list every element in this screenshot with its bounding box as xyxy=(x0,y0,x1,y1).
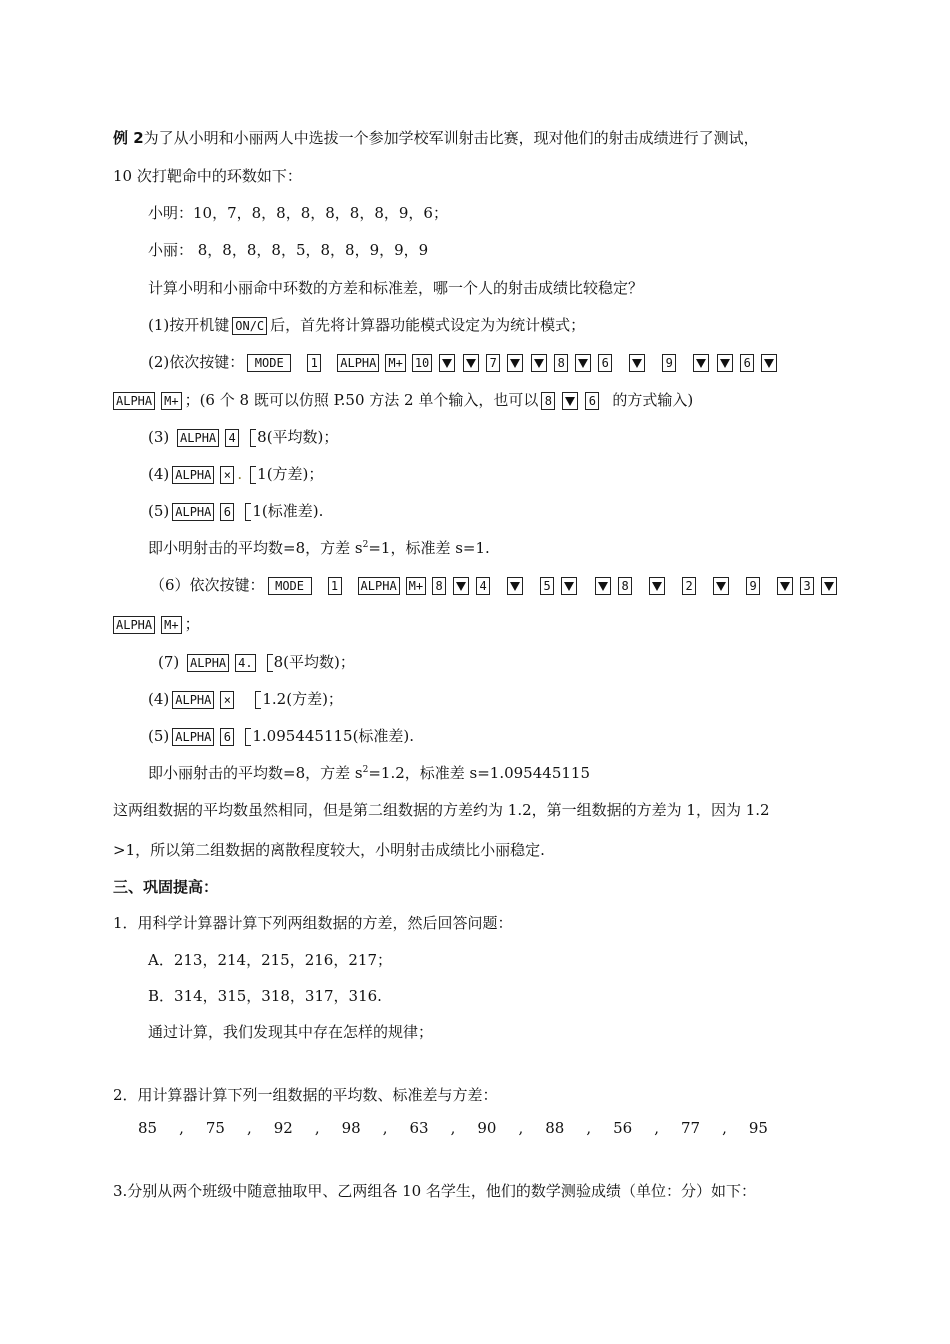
question1-a: A．213，214，215，216，217； xyxy=(148,951,392,969)
equals-key-icon xyxy=(245,503,251,521)
step7-line xyxy=(158,652,355,672)
xiaoming-summary xyxy=(148,538,490,558)
step1-suffix: 后，首先将计算器功能模式设定为为统计模式； xyxy=(270,316,586,334)
stray-dot-icon: . xyxy=(237,465,243,483)
eight-key: 8 xyxy=(554,354,568,372)
down-arrow-icon xyxy=(562,392,578,410)
step4b-line xyxy=(148,689,343,709)
number-item: 63 xyxy=(409,1119,429,1137)
comma: , xyxy=(179,1119,184,1137)
summary-text: =1.2，标准差 s=1.095445115 xyxy=(368,764,590,782)
alpha-key: ALPHA xyxy=(172,728,214,746)
six-key: 6 xyxy=(598,354,612,372)
nine-key: 9 xyxy=(662,354,676,372)
semicolon: ； xyxy=(184,615,200,633)
m-plus-key: M+ xyxy=(161,616,181,634)
alpha-key: ALPHA xyxy=(172,691,214,709)
down-arrow-icon xyxy=(463,354,479,372)
m-plus-key: M+ xyxy=(406,577,426,595)
mode-key: MODE xyxy=(247,354,291,372)
example-label: 例 2 xyxy=(113,129,144,147)
comma: , xyxy=(518,1119,524,1137)
equals-key-icon xyxy=(250,429,256,447)
one-key: 1 xyxy=(307,354,321,372)
alpha-key: ALPHA xyxy=(172,466,214,484)
step4-result: 1(方差)； xyxy=(257,465,324,483)
down-arrow-icon xyxy=(693,354,709,372)
step2-line2 xyxy=(113,390,693,410)
step3-result: 8(平均数)； xyxy=(257,428,339,446)
eight-key: 8 xyxy=(541,392,555,410)
step3-line xyxy=(148,427,338,447)
question2: 2．用计算器计算下列一组数据的平均数、标准差与方差： xyxy=(113,1086,498,1104)
comma: , xyxy=(314,1119,320,1137)
down-arrow-icon xyxy=(629,354,645,372)
alpha-key: ALPHA xyxy=(358,577,400,595)
superscript-2: 2 xyxy=(362,540,369,550)
step1-line xyxy=(148,315,585,335)
question2-numbers xyxy=(138,1118,790,1138)
conclusion-line1: 这两组数据的平均数虽然相同，但是第二组数据的方差约为 1.2，第一组数据的方差为 1，因为 1.2 xyxy=(113,801,770,819)
number-item: 98 xyxy=(341,1119,361,1137)
step2-note: ；(6 个 8 既可以仿照 P.50 方法 2 单个输入，也可以 xyxy=(184,391,539,409)
alpha-key: ALPHA xyxy=(177,429,219,447)
example-intro-text: 为了从小明和小丽两人中选拔一个参加学校军训射击比赛，现对他们的射击成绩进行了测试， xyxy=(143,129,759,147)
conclusion-line2: >1，所以第二组数据的离散程度较大，小明射击成绩比小丽稳定. xyxy=(113,841,545,859)
alpha-key: ALPHA xyxy=(113,616,155,634)
step5-result: 1(标准差). xyxy=(252,502,324,520)
number-item: 85 xyxy=(138,1119,158,1137)
comma: , xyxy=(246,1119,252,1137)
down-arrow-icon xyxy=(713,577,729,595)
six-key: 6 xyxy=(220,728,234,746)
comma: , xyxy=(722,1119,727,1137)
number-item: 88 xyxy=(545,1119,565,1137)
eight-key: 8 xyxy=(432,577,446,595)
down-arrow-icon xyxy=(507,354,523,372)
down-arrow-icon xyxy=(575,354,591,372)
step5-line xyxy=(148,501,323,521)
number-item: 90 xyxy=(477,1119,497,1137)
example-intro-line1 xyxy=(113,128,759,148)
six-key: 6 xyxy=(220,503,234,521)
times-key: × xyxy=(220,466,234,484)
nine-key: 9 xyxy=(746,577,760,595)
number-item: 75 xyxy=(205,1119,225,1137)
mode-key: MODE xyxy=(268,577,312,595)
comma: , xyxy=(382,1119,388,1137)
step2-line xyxy=(148,352,781,372)
summary-text: 即小明射击的平均数=8，方差 s xyxy=(148,539,363,557)
step1-prefix: (1)按开机键 xyxy=(148,316,230,334)
step2-prefix: (2)依次按键： xyxy=(148,353,245,371)
down-arrow-icon xyxy=(595,577,611,595)
m-plus-key: M+ xyxy=(161,392,181,410)
number-item: 77 xyxy=(681,1119,701,1137)
superscript-2: 2 xyxy=(362,765,369,775)
down-arrow-icon xyxy=(777,577,793,595)
eight-key: 8 xyxy=(618,577,632,595)
step3-prefix: (3) xyxy=(148,428,170,446)
alpha-key: ALPHA xyxy=(172,503,214,521)
down-arrow-icon xyxy=(717,354,733,372)
comma: , xyxy=(450,1119,456,1137)
equals-key-icon xyxy=(267,654,273,672)
step5-prefix: (5) xyxy=(148,502,170,520)
step5b-line xyxy=(148,726,414,746)
step7-prefix: (7) xyxy=(158,653,180,671)
alpha-key: ALPHA xyxy=(113,392,155,410)
alpha-key: ALPHA xyxy=(187,654,229,672)
step7-result: 8(平均数)； xyxy=(273,653,355,671)
comma: , xyxy=(586,1119,592,1137)
question3: 3.分别从两个班级中随意抽取甲、乙两组各 10 名学生，他们的数学测验成绩（单位：分）如下： xyxy=(113,1182,756,1200)
step4-prefix: (4) xyxy=(148,465,170,483)
down-arrow-icon xyxy=(649,577,665,595)
alpha-key: ALPHA xyxy=(337,354,379,372)
five-key: 5 xyxy=(540,577,554,595)
down-arrow-icon xyxy=(453,577,469,595)
ten-key: 10 xyxy=(412,354,432,372)
equals-key-icon xyxy=(250,466,256,484)
m-plus-key: M+ xyxy=(385,354,405,372)
on-c-key: ON/C xyxy=(232,317,267,335)
four-dot-key: 4. xyxy=(235,654,255,672)
down-arrow-icon xyxy=(821,577,837,595)
six-key: 6 xyxy=(585,392,599,410)
down-arrow-icon xyxy=(439,354,455,372)
example-intro-line2: 10 次打靶命中的环数如下： xyxy=(113,167,302,185)
three-key: 3 xyxy=(800,577,814,595)
step5b-prefix: (5) xyxy=(148,727,170,745)
number-item: 95 xyxy=(748,1119,768,1137)
xiaoli-summary xyxy=(148,763,590,783)
seven-key: 7 xyxy=(486,354,500,372)
four-key: 4 xyxy=(225,429,239,447)
step6-line xyxy=(150,575,841,595)
step4-line xyxy=(148,464,323,484)
four-key: 4 xyxy=(476,577,490,595)
summary-text: 即小丽射击的平均数=8，方差 s xyxy=(148,764,363,782)
times-key: × xyxy=(220,691,234,709)
equals-key-icon xyxy=(245,728,251,746)
equals-key-icon xyxy=(255,691,261,709)
question1-b: B．314，315，318，317，316. xyxy=(148,987,382,1005)
xiaoli-scores: 小丽： 8，8，8，8，5，8，8，9，9，9 xyxy=(148,241,429,259)
step5b-result: 1.095445115(标准差). xyxy=(252,727,415,745)
section3-title: 三、巩固提高： xyxy=(113,878,219,896)
step4b-result: 1.2(方差)； xyxy=(262,690,343,708)
down-arrow-icon xyxy=(561,577,577,595)
step6-line2 xyxy=(113,614,200,634)
step2-note-end: 的方式输入) xyxy=(612,391,694,409)
down-arrow-icon xyxy=(531,354,547,372)
down-arrow-icon xyxy=(761,354,777,372)
down-arrow-icon xyxy=(507,577,523,595)
xiaoming-scores: 小明：10，7，8，8，8，8，8，8，9，6； xyxy=(148,204,448,222)
step4b-prefix: (4) xyxy=(148,690,170,708)
number-item: 56 xyxy=(613,1119,633,1137)
comma: , xyxy=(654,1119,659,1137)
two-key: 2 xyxy=(682,577,696,595)
number-item: 92 xyxy=(273,1119,293,1137)
six-key: 6 xyxy=(740,354,754,372)
question-text: 计算小明和小丽命中环数的方差和标准差，哪一个人的射击成绩比较稳定？ xyxy=(148,279,644,297)
question1-c: 通过计算，我们发现其中存在怎样的规律； xyxy=(148,1023,434,1041)
one-key: 1 xyxy=(328,577,342,595)
step6-prefix: （6）依次按键： xyxy=(150,576,265,594)
summary-text: =1，标准差 s=1. xyxy=(368,539,490,557)
question1: 1．用科学计算器计算下列两组数据的方差，然后回答问题： xyxy=(113,914,513,932)
